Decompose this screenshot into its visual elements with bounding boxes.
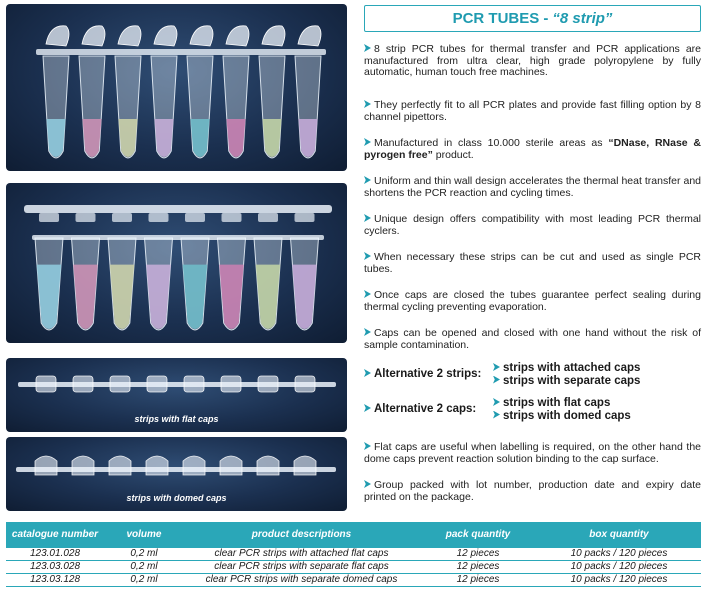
table-cell: 12 pieces xyxy=(456,561,500,572)
table-row xyxy=(6,561,701,574)
strip-frame xyxy=(36,49,326,55)
photo-caption: strips with flat caps xyxy=(134,414,219,424)
domed-cap xyxy=(109,456,131,475)
tube-strip-illustration xyxy=(6,4,347,171)
table-cell: 10 packs / 120 pieces xyxy=(570,548,668,559)
table-cell: 123.03.028 xyxy=(29,561,81,572)
column-header: volume xyxy=(126,529,162,540)
arrow-icon xyxy=(364,442,371,450)
arrow-icon xyxy=(493,411,500,419)
domed-cap xyxy=(35,456,57,475)
feature-item: Once caps are closed the tubes guarantee perfect sealing during thermal cycling preventing evaporation. xyxy=(364,289,701,313)
feature-item: They perfectly fit to all PCR plates and provide fast filling option by 8 channel pipettors. xyxy=(364,99,701,123)
column-header: product descriptions xyxy=(251,529,352,540)
cap-strip xyxy=(24,205,332,213)
cap-strip xyxy=(16,467,336,472)
arrow-icon xyxy=(364,176,371,184)
table-cell: 0,2 ml xyxy=(130,574,158,585)
table-cell: 123.01.028 xyxy=(29,548,81,559)
feature-item: Group packed with lot number, production date and expiry date printed on the package. xyxy=(364,479,701,503)
flat-cap xyxy=(147,376,167,392)
arrow-icon xyxy=(364,44,371,52)
alternative-option: strips with flat caps xyxy=(493,397,631,410)
arrow-icon xyxy=(493,363,500,371)
domed-cap xyxy=(146,456,168,475)
domed-cap xyxy=(220,456,242,475)
feature-item: When necessary these strips can be cut and used as single PCR tubes. xyxy=(364,251,701,275)
arrow-icon xyxy=(364,290,371,298)
table-row xyxy=(6,548,701,561)
arrow-icon xyxy=(364,404,371,412)
arrow-icon xyxy=(364,480,371,488)
flat-cap xyxy=(258,213,278,222)
column-header: catalogue number xyxy=(11,529,99,540)
feature-item: Unique design offers compatibility with most leading PCR thermal cyclers. xyxy=(364,213,701,237)
domed-cap xyxy=(262,26,285,46)
flat-cap xyxy=(295,376,315,392)
table-header xyxy=(6,522,701,548)
flat-cap xyxy=(184,376,204,392)
column-header: pack quantity xyxy=(445,529,511,540)
table-cell: clear PCR strips with separate domed caps xyxy=(205,574,398,585)
table-cell: 10 packs / 120 pieces xyxy=(570,561,668,572)
table-cell: 123.03.128 xyxy=(29,574,81,585)
domed-cap xyxy=(190,26,213,46)
feature-item: 8 strip PCR tubes for thermal transfer and PCR applications are manufactured from ultra clear, high grade polyropylene by fully automatic, human touch free machines. xyxy=(364,43,701,78)
flat-cap xyxy=(112,213,132,222)
feature-item: Flat caps are useful when labelling is required, on the other hand the dome caps prevent reaction solution binding to the cap surface. xyxy=(364,441,701,465)
flat-cap xyxy=(36,376,56,392)
title-main: PCR TUBES - xyxy=(452,10,549,27)
domed-cap xyxy=(154,26,177,46)
table-cell: 0,2 ml xyxy=(130,548,158,559)
alternative-option: strips with separate caps xyxy=(493,375,640,388)
arrow-icon xyxy=(364,369,371,377)
arrow-icon xyxy=(493,376,500,384)
flat-cap xyxy=(110,376,130,392)
table-row xyxy=(6,574,701,587)
title-subtitle: “8 strip” xyxy=(552,10,613,27)
domed-cap xyxy=(226,26,249,46)
arrow-icon xyxy=(364,252,371,260)
flat-cap xyxy=(221,376,241,392)
domed-cap xyxy=(82,26,105,46)
column-header: box quantity xyxy=(589,529,649,540)
alternative-option: strips with attached caps xyxy=(493,362,640,375)
table-cell: 10 packs / 120 pieces xyxy=(570,574,668,585)
tube-strip-illustration xyxy=(6,183,347,343)
domed-cap xyxy=(118,26,141,46)
domed-cap xyxy=(72,456,94,475)
flat-cap xyxy=(185,213,205,222)
photo-flat-caps xyxy=(6,358,347,432)
photo-caption: strips with domed caps xyxy=(126,493,227,503)
table-cell: 12 pieces xyxy=(456,574,500,585)
flat-cap xyxy=(222,213,242,222)
domed-cap xyxy=(294,456,316,475)
flat-cap xyxy=(73,376,93,392)
table-cell: clear PCR strips with separate flat caps xyxy=(214,561,389,572)
domed-cap xyxy=(183,456,205,475)
table-cell: 12 pieces xyxy=(456,548,500,559)
flat-cap xyxy=(149,213,169,222)
feature-item: Uniform and thin wall design accelerates the thermal heat transfer and shortens the PCR reaction and cycling times. xyxy=(364,175,701,199)
domed-cap xyxy=(298,26,321,46)
arrow-icon xyxy=(493,398,500,406)
flat-cap xyxy=(76,213,96,222)
feature-item: Manufactured in class 10.000 sterile areas as “DNase, RNase & pyrogen free” product. xyxy=(364,137,702,161)
arrow-icon xyxy=(364,214,371,222)
arrow-icon xyxy=(364,328,371,336)
page-title xyxy=(364,5,701,32)
photo-strip-attached-caps xyxy=(6,4,347,171)
arrow-icon xyxy=(364,100,371,108)
alternative-option: strips with domed caps xyxy=(493,410,631,423)
alternative-strips: Alternative 2 strips: strips with attached caps strips with separate caps xyxy=(364,362,701,388)
flat-cap xyxy=(258,376,278,392)
photo-domed-caps xyxy=(6,437,347,511)
product-table xyxy=(6,522,701,587)
feature-item: Caps can be opened and closed with one hand without the risk of sample contamination. xyxy=(364,327,701,351)
flat-cap xyxy=(295,213,315,222)
alternative-caps: Alternative 2 caps: strips with flat caps strips with domed caps xyxy=(364,397,701,423)
domed-cap xyxy=(257,456,279,475)
table-cell: clear PCR strips with attached flat caps xyxy=(214,548,389,559)
table-cell: 0,2 ml xyxy=(130,561,158,572)
cap-strip xyxy=(18,382,336,387)
flat-cap xyxy=(39,213,59,222)
photo-strip-separate-caps xyxy=(6,183,347,343)
domed-cap xyxy=(46,26,69,46)
arrow-icon xyxy=(364,138,371,146)
